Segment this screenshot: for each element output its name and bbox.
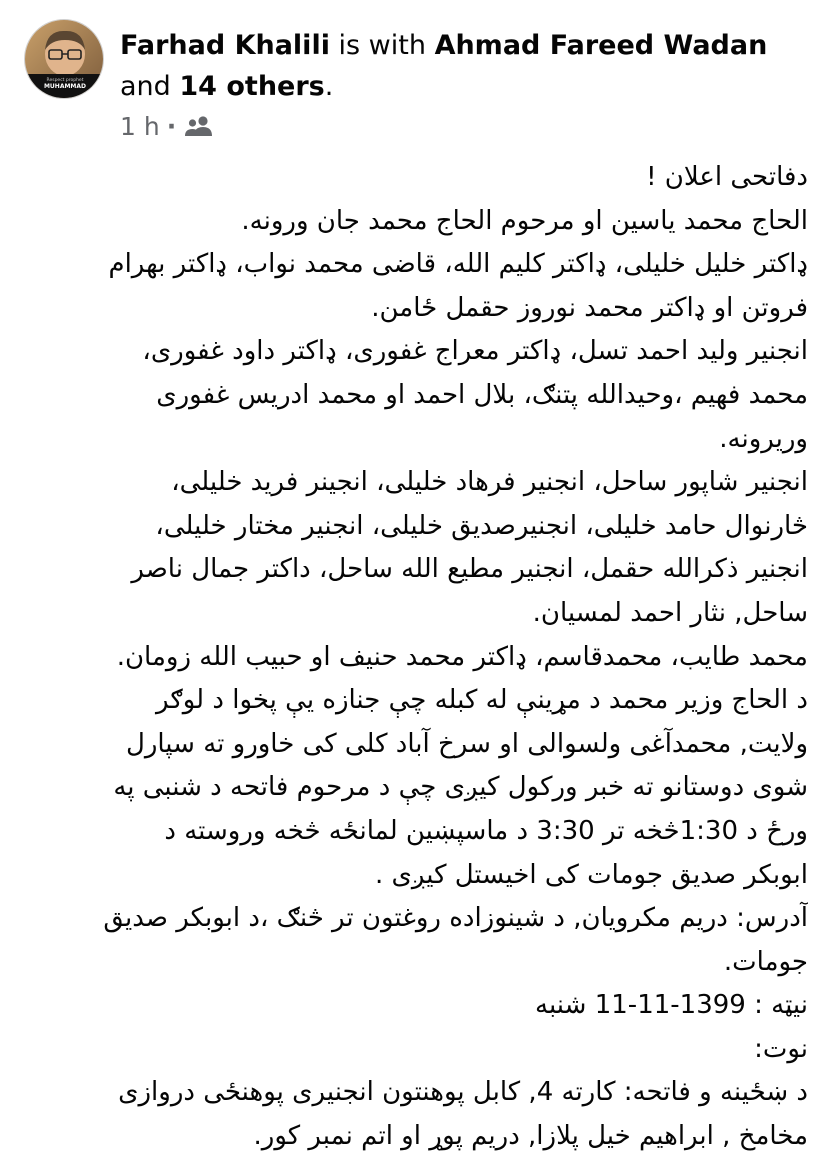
tagged-person-link[interactable]: Ahmad Fareed Wadan: [434, 30, 768, 61]
post-text-line: دفاتحی اعلان !: [646, 162, 808, 192]
post-text-line: نیټه : 1399-11-11 شنبه: [535, 990, 808, 1021]
post-timestamp[interactable]: 1 h: [120, 111, 160, 141]
post-text-line: ولایت, محمدآغی ولسوالی او سرخ آباد کلی کی خاورو ته سپارل: [125, 728, 808, 759]
post-text-line: محمد فهیم ،وحیدالله پتنګ، بلال احمد او محمد ادریس غفوری: [156, 379, 808, 410]
post-text-line: انجنیر ولید احمد تسل، ډاکتر معراج غفوری، ډاکتر داود غفوری،: [142, 336, 808, 367]
post-text-line: انجنیر شاپور ساحل، انجنیر فرهاد خلیلی، انجینر فرید خلیلی،: [171, 467, 808, 498]
post-header-line-1: [120, 28, 767, 64]
post-text-line: الحاج محمد یاسین او مرحوم الحاج محمد جان ورونه.: [241, 205, 808, 236]
post-body: [36, 156, 808, 1159]
meta-separator: ·: [166, 111, 177, 141]
post-text-line: نوت:: [754, 1033, 808, 1064]
post-text-line: محمد طایب، محمدقاسم، ډاکتر محمد حنیف او حبیب الله زومان.: [116, 641, 808, 672]
and-text: and: [120, 71, 180, 102]
post-text-line: وریرونه.: [719, 423, 808, 454]
post-text-line: د الحاج وزیر محمد د مړینې له کبله چې جنازه یې پخوا د لوګر: [156, 685, 808, 716]
post-text-line: ډاکتر خلیل خلیلی، ډاکتر کلیم الله، قاضی محمد نواب، ډاکتر بهرام: [108, 249, 808, 280]
post-text-line: مخامخ , ابراهیم خیل پلازا, دریم پوړ او اتم نمبر کور.: [253, 1121, 808, 1152]
author-name-link[interactable]: Farhad Khalili: [120, 30, 330, 61]
post-text-line: شوی دوستانو ته خبر ورکول کیږی چې د مرحوم فاتحه د شنبی په: [113, 772, 808, 803]
post-text-line: د ښځینه و فاتحه: کارته 4, کابل پوهنتون انجنیری پوهنځی دروازی: [118, 1077, 808, 1108]
post-text-line: انجنیر ذکرالله حقمل، انجنیر مطیع الله ساحل، داکتر جمال ناصر: [131, 554, 808, 585]
avatar[interactable]: [24, 19, 104, 99]
post-text-line: فروتن او ډاکتر محمد نوروز حقمل ځامن.: [371, 292, 808, 323]
others-link[interactable]: 14 others: [179, 71, 325, 102]
post-text-line: آدرس: دریم مکرویان, د شینوزاده روغتون تر څنګ ،د ابوبکر صدیق: [103, 903, 808, 934]
avatar-caption-top: Respect prophet: [46, 78, 84, 83]
post-meta: [120, 110, 214, 142]
post-header-line-2: [120, 69, 333, 105]
friends-icon[interactable]: [184, 115, 214, 137]
post-text-line: جومات.: [723, 946, 808, 977]
with-text: is with: [329, 30, 435, 61]
post-text-line: څارنوال حامد خلیلی، انجنیرصدیق خلیلی، انجنیر مختار خلیلی،: [155, 510, 808, 541]
avatar-caption-main: MUHAMMAD: [43, 83, 87, 90]
post-text-line: ابوبکر صدیق جومات کی اخیستل کیږی .: [375, 859, 808, 890]
post-text-line: ورځ د 1:30څخه تر 3:30 د ماسپښین لمانځه څخه وروسته د: [164, 815, 808, 846]
header-period: .: [324, 71, 334, 102]
post-text-line: ساحل, نثار احمد لمسیان.: [532, 597, 808, 628]
